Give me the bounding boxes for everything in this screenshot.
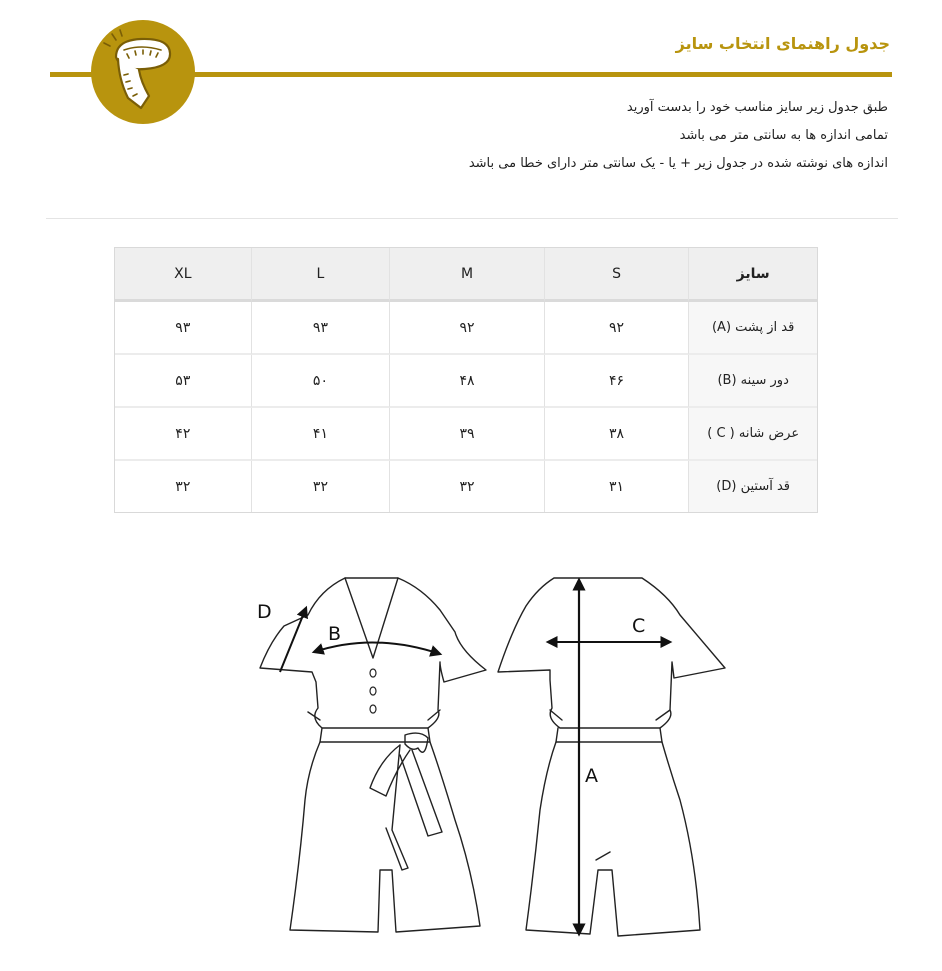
table-cell: ۹۳ <box>251 302 390 355</box>
note-line: تمامی اندازه ها به سانتی متر می باشد <box>679 128 888 143</box>
table-cell: ۳۱ <box>544 461 689 512</box>
back-view-jumpsuit <box>498 578 725 936</box>
garment-measurement-diagram <box>250 570 730 950</box>
note-line: طبق جدول زیر سایز مناسب خود را بدست آورید <box>626 100 888 115</box>
sleeve-label: D <box>257 601 272 623</box>
table-cell: ۳۲ <box>251 461 390 512</box>
row-label-sleeve: قد آستین (D) <box>688 461 817 512</box>
size-header-s: S <box>544 248 689 302</box>
table-row <box>115 355 817 408</box>
size-header-l: L <box>251 248 390 302</box>
table-cell: ۴۱ <box>251 408 390 461</box>
table-cell: ۹۲ <box>389 302 544 355</box>
table-cell: ۴۸ <box>389 355 544 408</box>
section-divider <box>46 218 898 219</box>
notes <box>328 94 888 178</box>
table-cell: ۴۶ <box>544 355 689 408</box>
shoulder-label: C <box>632 615 646 637</box>
size-header-m: M <box>389 248 544 302</box>
table-cell: ۹۲ <box>544 302 689 355</box>
table-cell: ۴۲ <box>115 408 251 461</box>
row-label-chest: دور سینه (B) <box>688 355 817 408</box>
row-label-back-length: قد از پشت (A) <box>688 302 817 355</box>
length-label: A <box>585 765 598 787</box>
table-row <box>115 408 817 461</box>
note-line: اندازه های نوشته شده در جدول زیر + یا - یک سانتی متر دارای خطا می باشد <box>468 156 888 171</box>
table-cell: ۵۰ <box>251 355 390 408</box>
measuring-tape-icon <box>91 20 195 124</box>
chest-label: B <box>328 623 342 645</box>
size-chart-table <box>114 247 818 513</box>
table-header-row <box>115 248 817 302</box>
front-view-jumpsuit <box>260 578 486 932</box>
table-row <box>115 302 817 355</box>
table-cell: ۵۳ <box>115 355 251 408</box>
table-cell: ۳۲ <box>115 461 251 512</box>
table-row <box>115 461 817 512</box>
measuring-tape-badge <box>91 20 195 124</box>
table-cell: ۳۹ <box>389 408 544 461</box>
page-title: جدول راهنمای انتخاب سایز <box>675 34 890 53</box>
size-header-xl: XL <box>115 248 251 302</box>
sleeve-measure-line <box>280 608 306 672</box>
table-cell: ۹۳ <box>115 302 251 355</box>
table-cell: ۳۲ <box>389 461 544 512</box>
size-column-header: سایز <box>688 248 817 302</box>
table-cell: ۳۸ <box>544 408 689 461</box>
row-label-shoulder: عرض شانه ( C ) <box>688 408 817 461</box>
front-buttons <box>370 669 376 713</box>
